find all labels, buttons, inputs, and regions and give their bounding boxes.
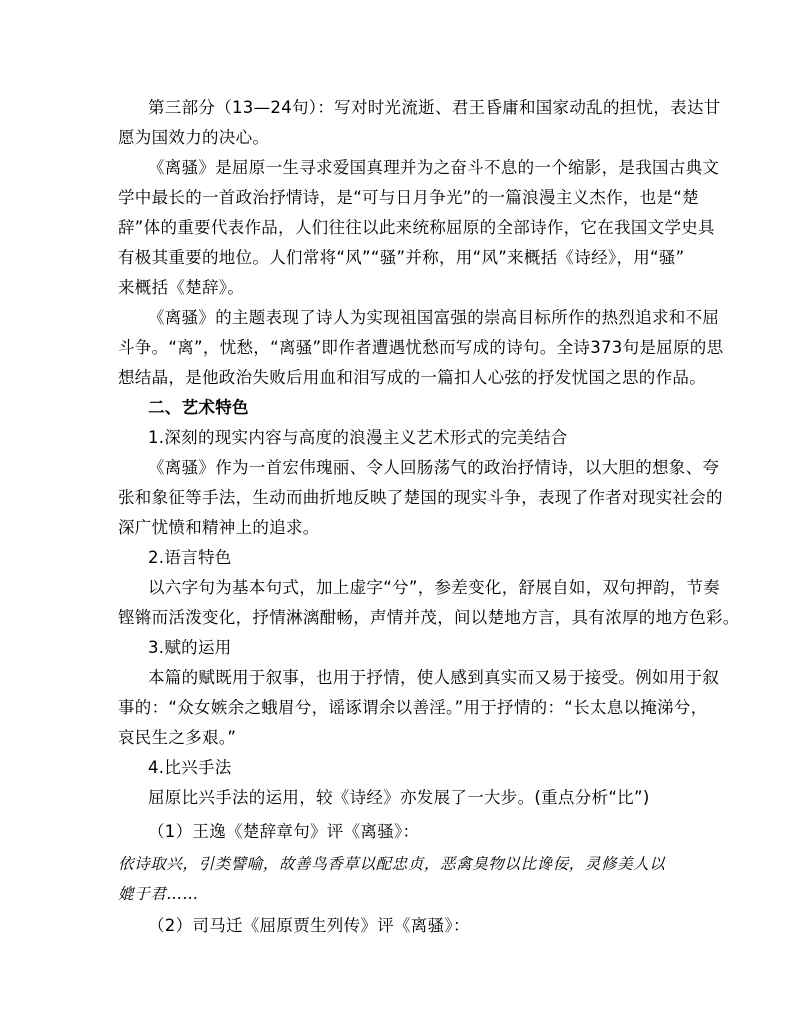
subheading-1: 1.深刻的现实内容与高度的浪漫主义艺术形式的完美结合 <box>148 428 568 447</box>
citation-simaqian: （2）司马迁《屈原贾生列传》评《离骚》： <box>148 916 470 935</box>
citation-wangyi: （1）王逸《楚辞章句》评《离骚》： <box>148 822 420 841</box>
text-line-lang-2: 铿锵而活泼变化，抒情淋漓酣畅，声情并茂，间以楚地方言，具有浓厚的地方色彩。 <box>118 608 740 627</box>
text-line-lisao-intro: 《离骚》是屈原一生寻求爱国真理并为之奋斗不息的一个缩影，是我国古典文 <box>148 158 720 177</box>
text-line-art1-2: 张和象征等手法，生动而曲折地反映了楚国的现实斗争，表现了作者对现实社会的 <box>118 488 723 507</box>
quote-line-wangyi: 依诗取兴，引类譬喻，故善鸟香草以配忠贞，恶禽臭物以比谗佞，灵修美人以 <box>118 855 666 873</box>
text-line-fu-2: 事的：“众女嫉余之蛾眉兮，谣诼谓余以善淫。”用于抒情的：“长太息以掩涕兮， <box>118 698 708 717</box>
text-line-fu: 本篇的赋既用于叙事，也用于抒情，使人感到真实而又易于接受。例如用于叙 <box>148 668 720 687</box>
text-line-art1: 《离骚》作为一首宏伟瑰丽、令人回肠荡气的政治抒情诗，以大胆的想象、夸 <box>148 458 720 477</box>
text-line-lisao-intro-5: 来概括《楚辞》。 <box>118 278 245 297</box>
subheading-4: 4.比兴手法 <box>148 758 232 777</box>
text-line-lisao-intro-4: 有极其重要的地位。人们常将“风”“骚”并称，用“风”来概括《诗经》，用“骚” <box>118 248 685 267</box>
text-line-art1-3: 深广忧愤和精神上的追求。 <box>118 518 320 537</box>
text-line-lisao-intro-2: 学中最长的一首政治抒情诗，是“可与日月争光”的一篇浪漫主义杰作，也是“楚 <box>118 188 699 207</box>
text-line-theme-2: 斗争。“离”，忧愁，“离骚”即作者遭遇忧愁而写成的诗句。全诗373句是屈原的思 <box>118 338 724 357</box>
text-line-section3-cont: 愿为国效力的决心。 <box>118 128 270 147</box>
text-line-lisao-intro-3: 辞”体的重要代表作品，人们往往以此来统称屈原的全部诗作，它在我国文学史具 <box>118 218 715 237</box>
text-line-fu-3: 哀民生之多艰。” <box>118 728 237 747</box>
text-line-lang: 以六字句为基本句式，加上虚字“兮”，参差变化，舒展自如，双句押韵，节奏 <box>148 578 721 597</box>
quote-line-wangyi-2: 媲于君…… <box>118 885 199 903</box>
section-heading-art: 二、艺术特色 <box>148 398 249 417</box>
subheading-3: 3.赋的运用 <box>148 638 232 657</box>
text-line-bixing: 屈原比兴手法的运用，较《诗经》亦发展了一大步。(重点分析“比”) <box>148 788 650 807</box>
text-line-theme-3: 想结晶，是他政治失败后用血和泪写成的一篇扣人心弦的抒发忧国之思的作品。 <box>118 368 706 387</box>
text-line-section3: 第三部分（13—24句）：写对时光流逝、君王昏庸和国家动乱的担忧，表达甘 <box>148 98 721 117</box>
text-line-theme: 《离骚》的主题表现了诗人为实现祖国富强的崇高目标所作的热烈追求和不屈 <box>148 308 720 327</box>
subheading-2: 2.语言特色 <box>148 548 232 567</box>
